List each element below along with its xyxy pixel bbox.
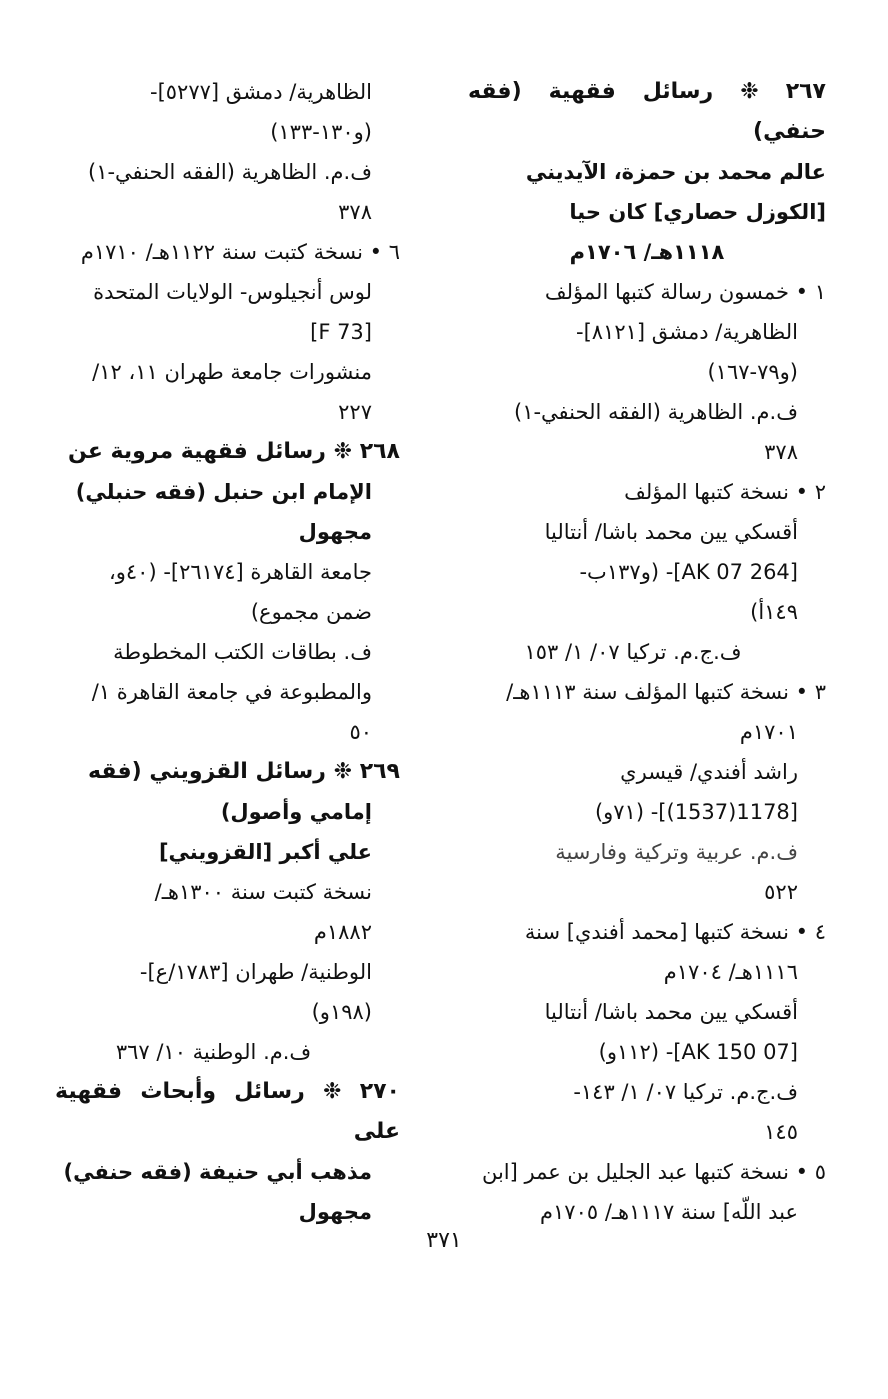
- page-number: ٣٧١: [426, 1228, 462, 1253]
- text-line: مجهول: [298, 1200, 372, 1224]
- text-line: ف.م. الوطنية ١٠/ ٣٦٧: [115, 1040, 312, 1064]
- text-line: ٢٧٠ ❉ رسائل وأبحاث فقهية على: [55, 1079, 400, 1144]
- text-line: ف.ج.م. تركيا ٠٧/ ١/ ١٤٣-: [573, 1080, 798, 1104]
- text-line: ضمن مجموع): [250, 600, 372, 624]
- text-line: الظاهرية/ دمشق [٨١٢١]-: [576, 320, 798, 344]
- text-line: مجهول: [298, 520, 372, 544]
- text-line: [F 73]: [310, 320, 372, 344]
- text-line: [264 AK 07]- (و١٣٧ب-: [579, 560, 798, 584]
- left-column: [55, 72, 400, 1232]
- text-line: أقسكي يين محمد باشا/ أنتاليا: [544, 520, 798, 544]
- text-line: علي أكبر [القزويني]: [158, 840, 372, 864]
- text-line: أقسكي يين محمد باشا/ أنتاليا: [544, 1000, 798, 1024]
- text-line: ف.ج.م. تركيا ٠٧/ ١/ ١٥٣: [524, 640, 742, 664]
- text-line: نسخة كتبت سنة ١٣٠٠هـ/: [154, 880, 372, 904]
- text-line: ١٤٩أ): [750, 600, 798, 624]
- text-line: ٢٢٧: [338, 400, 372, 424]
- text-line: ١٨٨٢م: [313, 920, 372, 944]
- text-line: لوس أنجيلوس- الولايات المتحدة: [93, 280, 372, 304]
- text-line: ٢٦٩ ❉ رسائل القزويني (فقه: [88, 759, 400, 784]
- text-line: ف.م. الظاهرية (الفقه الحنفي-١): [513, 400, 798, 424]
- text-line: ف.م. عربية وتركية وفارسية: [555, 840, 798, 864]
- text-line: ٥٢٢: [764, 880, 798, 904]
- text-line: مذهب أبي حنيفة (فقه حنفي): [63, 1160, 372, 1184]
- text-line: ٤ • نسخة كتبها [محمد أفندي] سنة: [524, 920, 826, 944]
- text-line: ١١١٦هـ/ ١٧٠٤م: [663, 960, 798, 984]
- text-line: [الكوزل حصاري] كان حيا: [569, 200, 826, 224]
- text-line: ٣ • نسخة كتبها المؤلف سنة ١١١٣هـ/: [506, 680, 826, 704]
- text-line: ١١١٨هـ/ ١٧٠٦م: [569, 240, 725, 264]
- text-line: ١ • خمسون رسالة كتبها المؤلف: [544, 280, 826, 304]
- text-line: ٣٧٨: [764, 440, 798, 464]
- text-line: الوطنية/ طهران [١٧٨٣/ع]-: [139, 960, 372, 984]
- text-line: عالم محمد بن حمزة، الآيديني: [525, 160, 826, 184]
- text-line: ف. بطاقات الكتب المخطوطة: [113, 640, 372, 664]
- text-line: ف.م. الظاهرية (الفقه الحنفي-١): [87, 160, 372, 184]
- text-line: ٦ • نسخة كتبت سنة ١١٢٢هـ/ ١٧١٠م: [80, 240, 400, 264]
- text-line: إمامي وأصول): [220, 800, 372, 824]
- right-column: [468, 72, 826, 1232]
- text-line: ٢ • نسخة كتبها المؤلف: [624, 480, 826, 504]
- text-line: راشد أفندي/ قيسري: [620, 760, 798, 784]
- text-line: ٢٦٨ ❉ رسائل فقهية مروية عن: [68, 439, 400, 464]
- text-line: عبد اللّه] سنة ١١١٧هـ/ ١٧٠٥م: [540, 1200, 798, 1224]
- text-line: ١٧٠١م: [739, 720, 798, 744]
- text-line: والمطبوعة في جامعة القاهرة ١/: [91, 680, 372, 704]
- text-line: (و٧٩-١٦٧): [707, 360, 798, 384]
- text-line: ٢٦٧ ❉ رسائل فقهية (فقه حنفي): [468, 79, 826, 144]
- text-line: جامعة القاهرة [٢٦١٧٤]- (٤٠و،: [108, 560, 372, 584]
- text-line: ٥ • نسخة كتبها عبد الجليل بن عمر [ابن: [481, 1160, 826, 1184]
- text-line: (١٩٨و): [311, 1000, 372, 1024]
- text-line: ٥٠: [349, 720, 372, 744]
- text-line: ١٤٥: [764, 1120, 798, 1144]
- text-line: منشورات جامعة طهران ١١، ١٢/: [92, 360, 372, 384]
- text-line: (و١٣٠-١٣٣): [270, 120, 372, 144]
- text-line: [1178(1537)]- (٧١و): [594, 800, 798, 824]
- text-line: ٣٧٨: [338, 200, 372, 224]
- text-line: الظاهرية/ دمشق [٥٢٧٧]-: [150, 80, 372, 104]
- text-line: [07 AK 150]- (١١٢و): [598, 1040, 798, 1064]
- text-line: الإمام ابن حنبل (فقه حنبلي): [75, 480, 372, 504]
